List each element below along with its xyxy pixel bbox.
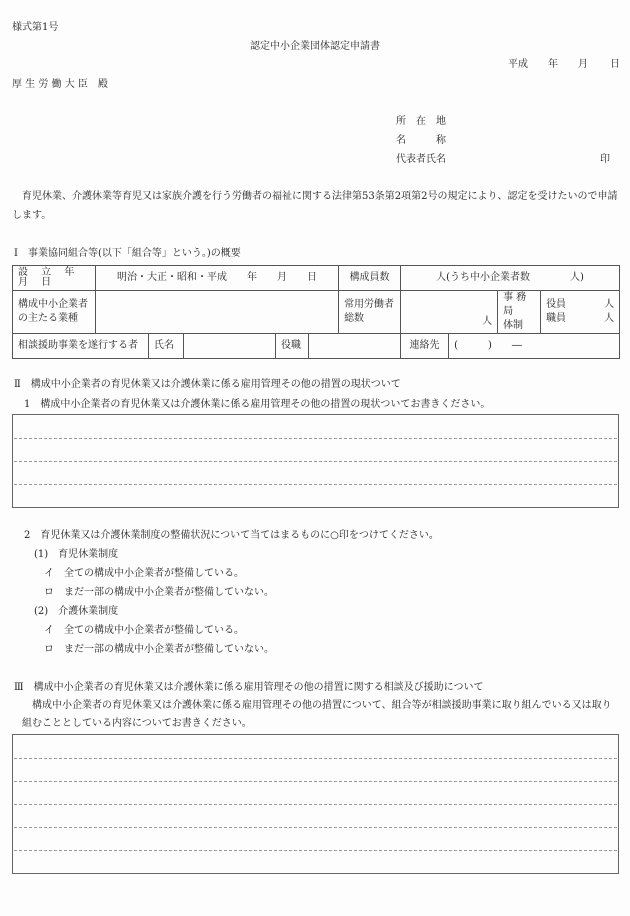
main-industry-label	[13, 291, 96, 334]
section-3-heading: Ⅲ 構成中小企業者の育児休業又は介護休業に係る雇用管理その他の措置に関する相談及び援助について	[14, 682, 484, 693]
current-status-text-area[interactable]	[12, 414, 619, 508]
regular-workers-field[interactable]	[401, 291, 498, 334]
writing-line	[14, 804, 617, 805]
name-label: 名 称	[396, 135, 446, 146]
staff-unit: 人	[604, 313, 615, 324]
office-structure-label	[498, 291, 541, 334]
writing-line	[14, 461, 617, 462]
consultant-position-label: 役職	[276, 334, 309, 359]
date-month: 月	[578, 59, 588, 70]
date-era: 平成	[508, 59, 528, 70]
consultant-position-field[interactable]	[309, 334, 401, 359]
section-2-heading: Ⅱ 構成中小企業者の育児休業又は介護休業に係る雇用管理その他の措置の現状ついて	[14, 379, 401, 390]
form-number: 様式第1号	[12, 22, 59, 33]
question-1: 1 構成中小企業者の育児休業又は介護休業に係る雇用管理その他の措置の現状ついてお書きください。	[24, 399, 491, 410]
address-label: 所 在 地	[396, 116, 446, 127]
staff-label: 職員	[546, 313, 567, 324]
question-2: 2 育児休業又は介護休業制度の整備状況について当てはまるものに○印をつけてください。	[24, 530, 439, 541]
main-industry-label-line-1: 構成中小企業者	[18, 299, 88, 310]
consultant-name-label: 氏名	[149, 334, 184, 359]
writing-line	[14, 781, 617, 782]
office-structure-label-line-2: 体制	[503, 320, 524, 331]
writing-line	[14, 758, 617, 759]
document-title: 認定中小企業団体認定申請書	[250, 41, 380, 52]
organization-overview-table	[12, 265, 620, 359]
member-count-label: 構成員数	[339, 266, 401, 291]
regular-workers-label	[339, 291, 401, 334]
writing-line	[14, 827, 617, 828]
childcare-leave-label: (1) 育児休業制度	[34, 549, 119, 560]
officers-unit: 人	[604, 299, 615, 310]
office-structure-label-line-1: 事 務 局	[503, 292, 527, 317]
nursing-leave-label: (2) 介護休業制度	[34, 606, 119, 617]
childcare-option-i[interactable]: イ 全ての構成中小企業者が整備している。	[44, 568, 244, 579]
nursing-option-ro[interactable]: ロ まだ一部の構成中小企業者が整備していない。	[44, 644, 274, 655]
main-industry-label-line-2: の主たる業種	[18, 313, 78, 324]
officers-label: 役員	[546, 299, 567, 310]
childcare-option-ro[interactable]: ロ まだ一部の構成中小企業者が整備していない。	[44, 587, 274, 598]
date-day: 日	[610, 59, 620, 70]
regular-workers-label-line-1: 常用労働者	[344, 299, 395, 310]
date-year: 年	[548, 59, 558, 70]
seal-mark: 印	[600, 154, 610, 165]
writing-line	[14, 850, 617, 851]
intro-line-2: します。	[12, 210, 52, 221]
intro-line-1: 育児休業、介護休業等育児又は家族介護を行う労働者の福祉に関する法律第53条第2項第2号の規定により、認定を受けたいので申請	[22, 191, 618, 202]
representative-label: 代表者氏名	[396, 154, 446, 165]
consultation-support-text-area[interactable]	[12, 734, 619, 874]
contact-label: 連絡先	[401, 334, 449, 359]
regular-workers-label-line-2: 総数	[344, 313, 365, 324]
addressee: 厚 生 労 働 大 臣 殿	[12, 79, 108, 90]
established-date-label: 設 立 年 月 日	[13, 266, 96, 291]
contact-field[interactable]: ( ) ―	[449, 334, 620, 359]
established-date-field[interactable]: 明治・大正・昭和・平成 年 月 日	[96, 266, 339, 291]
nursing-option-i[interactable]: イ 全ての構成中小企業者が整備している。	[44, 625, 244, 636]
office-staff-field[interactable]	[541, 291, 620, 334]
consultant-name-field[interactable]	[184, 334, 276, 359]
member-count-field[interactable]: 人(うち中小企業者数 人)	[401, 266, 620, 291]
regular-workers-unit: 人	[482, 316, 493, 327]
main-industry-field[interactable]	[96, 291, 339, 334]
consultant-label: 相談援助事業を遂行する者	[13, 334, 149, 359]
section-1-heading: Ⅰ 事業協同組合等(以下「組合等」という。)の概要	[14, 248, 241, 259]
section-3-line-2: 組むこととしている内容についてお書きください。	[22, 718, 252, 729]
writing-line	[14, 484, 617, 485]
writing-line	[14, 438, 617, 439]
section-3-line-1: 構成中小企業者の育児休業又は介護休業に係る雇用管理その他の措置について、組合等が相談援助事業に取り組んでいる又は取り	[32, 700, 612, 711]
